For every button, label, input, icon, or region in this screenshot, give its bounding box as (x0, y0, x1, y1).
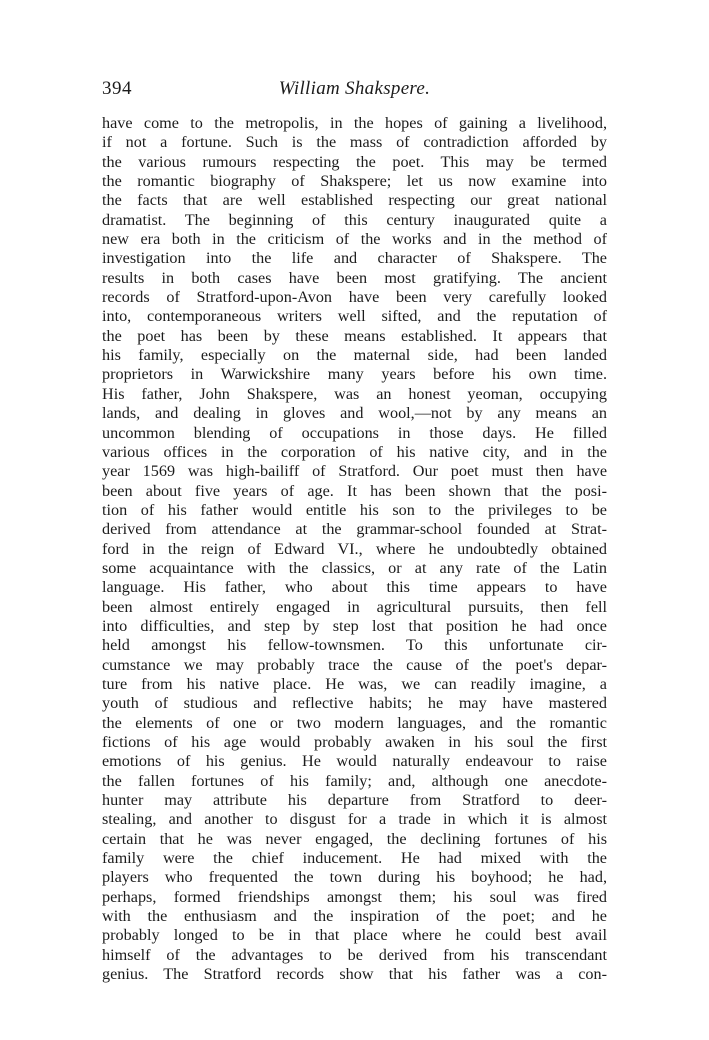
text-line: held amongst his fellow-townsmen. To this unfortunate cir- (102, 636, 607, 655)
text-line: genius. The Stratford records show that his father was a con- (102, 965, 607, 984)
text-line: His father, John Shakspere, was an honest yeoman, occupying (102, 384, 607, 403)
text-line: certain that he was never engaged, the declining fortunes of his (102, 829, 607, 848)
text-line: been about five years of age. It has been shown that the posi- (102, 481, 607, 500)
text-line: proprietors in Warwickshire many years before his own time. (102, 365, 607, 384)
text-line: fictions of his age would probably awaken in his soul the first (102, 733, 607, 751)
text-line: ford in the reign of Edward VI., where he undoubtedly obtained (102, 539, 607, 558)
text-line: new era both in the criticism of the works and in the method of (102, 230, 607, 249)
body-text (102, 114, 607, 984)
text-line: have come to the metropolis, in the hopes of gaining a livelihood, (102, 114, 607, 132)
running-head (102, 78, 607, 108)
text-line: family were the chief inducement. He had mixed with the (102, 849, 607, 868)
text-line: probably longed to be in that place where he could best avail (102, 926, 607, 945)
text-line: stealing, and another to disgust for a trade in which it is almost (102, 810, 607, 829)
text-line: language. His father, who about this time appears to have (102, 578, 607, 597)
book-page (102, 78, 607, 984)
text-line: if not a fortune. Such is the mass of contradiction afforded by (102, 133, 607, 152)
text-line: cumstance we may probably trace the cause of the poet's depar- (102, 655, 607, 674)
text-line: year 1569 was high-bailiff of Stratford. Our poet must then have (102, 462, 607, 481)
text-line: some acquaintance with the classics, or at any rate of the Latin (102, 558, 607, 577)
text-line: himself of the advantages to be derived from his transcendant (102, 945, 607, 964)
text-line: results in both cases have been most gratifying. The ancient (102, 268, 607, 287)
text-line: players who frequented the town during his boyhood; he had, (102, 868, 607, 887)
text-line: dramatist. The beginning of this century inaugurated quite a (102, 210, 607, 229)
text-line: the facts that are well established respecting our great national (102, 191, 607, 210)
text-line: his family, especially on the maternal side, had been landed (102, 346, 607, 365)
text-line: the fallen fortunes of his family; and, although one anecdote- (102, 771, 607, 790)
text-line: hunter may attribute his departure from Stratford to deer- (102, 791, 607, 810)
text-line: the poet has been by these means established. It appears that (102, 326, 607, 345)
text-line: uncommon blending of occupations in those days. He filled (102, 423, 607, 442)
text-line: tion of his father would entitle his son to the privileges to be (102, 500, 607, 519)
text-line: perhaps, formed friendships amongst them; his soul was fired (102, 887, 607, 906)
text-line: derived from attendance at the grammar-school founded at Strat- (102, 520, 607, 539)
text-line: lands, and dealing in gloves and wool,—not by any means an (102, 404, 607, 423)
text-line: investigation into the life and character of Shakspere. The (102, 249, 607, 268)
text-line: into, contemporaneous writers well sifted, and the reputation of (102, 307, 607, 326)
text-line: the romantic biography of Shakspere; let us now examine into (102, 172, 607, 191)
text-line: with the enthusiasm and the inspiration of the poet; and he (102, 907, 607, 926)
text-line: emotions of his genius. He would naturally endeavour to raise (102, 752, 607, 771)
text-line: records of Stratford-upon-Avon have been very carefully looked (102, 288, 607, 307)
text-line: the various rumours respecting the poet. This may be termed (102, 152, 607, 171)
text-line: various offices in the corporation of his native city, and in the (102, 442, 607, 461)
page-number: 394 (102, 78, 132, 99)
text-line: into difficulties, and step by step lost that position he had once (102, 616, 607, 635)
text-line: youth of studious and reflective habits; he may have mastered (102, 694, 607, 713)
text-line: been almost entirely engaged in agricultural pursuits, then fell (102, 597, 607, 616)
text-line: the elements of one or two modern languages, and the romantic (102, 713, 607, 732)
text-line: ture from his native place. He was, we can readily imagine, a (102, 674, 607, 693)
running-title: William Shakspere. (278, 78, 431, 99)
